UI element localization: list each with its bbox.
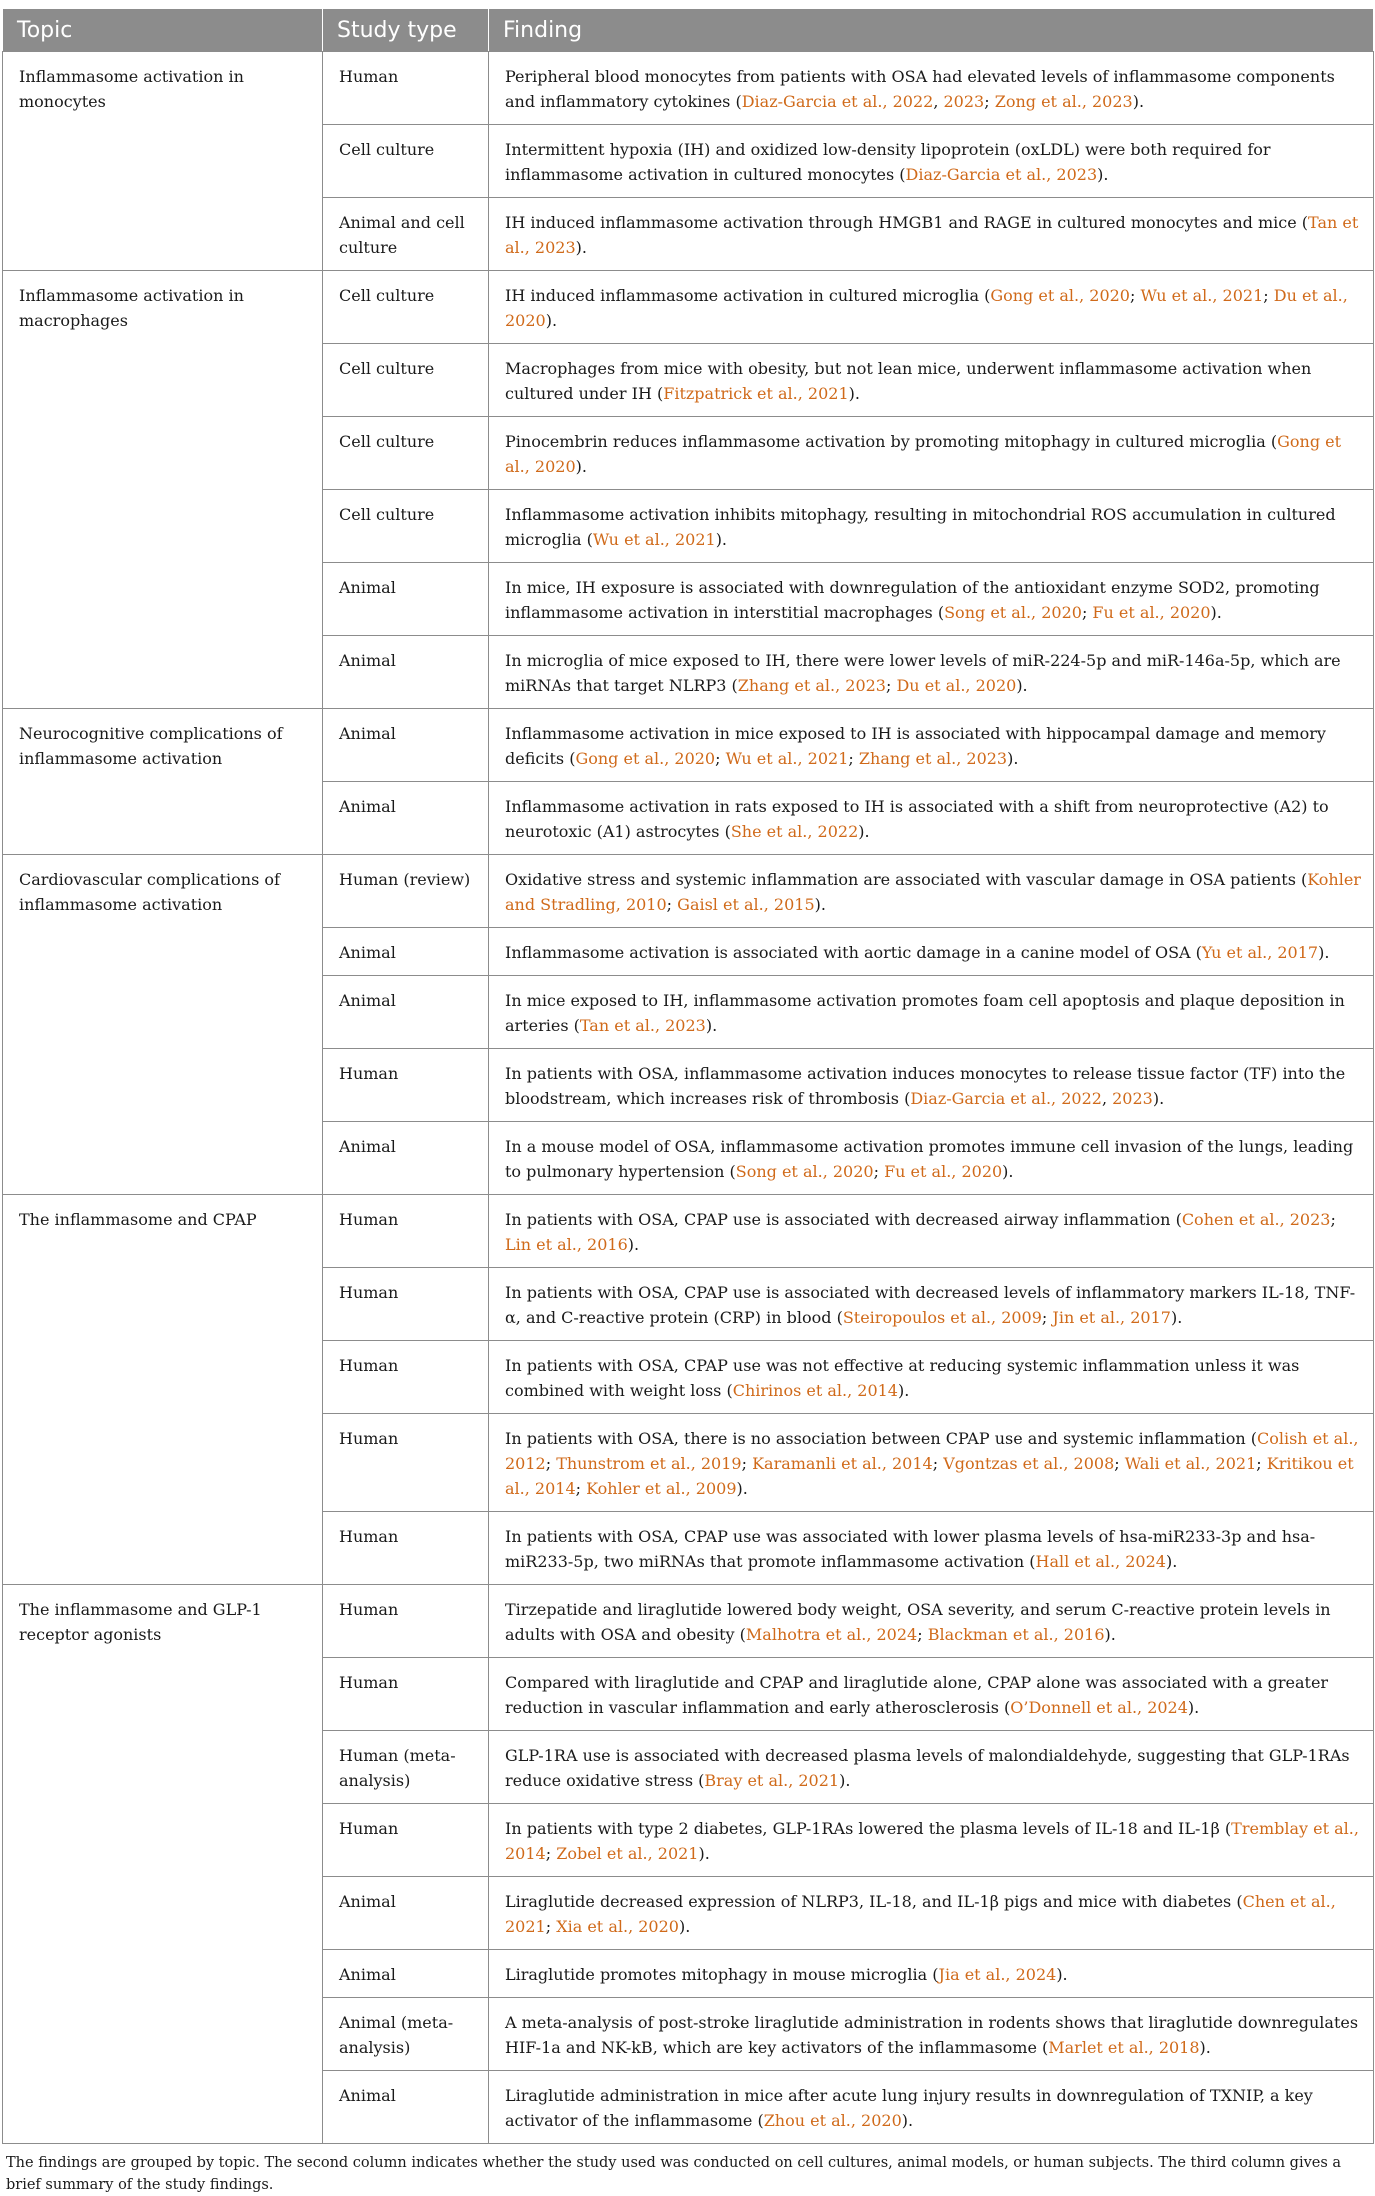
study-type-cell: Human (323, 1804, 489, 1877)
citation-link[interactable]: Jia et al., 2024 (938, 1965, 1057, 1984)
finding-text: In a mouse model of OSA, inflammasome activation promotes immune cell invasion of the lungs, leading to pulmonary hypertension ( (505, 1137, 1354, 1181)
finding-text: In patients with OSA, CPAP use was not effective at reducing systemic inflammation unless it was combined with weight loss ( (505, 1356, 1300, 1400)
finding-cell (489, 125, 1374, 198)
finding-text: ; (741, 1454, 753, 1473)
finding-text: ; (1256, 1454, 1267, 1473)
study-type-cell: Human (323, 1658, 489, 1731)
finding-text: ). (575, 457, 587, 476)
finding-text: IH induced inflammasome activation in cultured microglia ( (505, 286, 991, 305)
finding-cell (489, 417, 1374, 490)
citation-link[interactable]: Zhang et al., 2023 (858, 749, 1008, 768)
study-type-cell: Animal (323, 1122, 489, 1195)
table-row (3, 271, 1374, 344)
finding-text: ). (545, 311, 558, 330)
finding-cell (489, 636, 1374, 709)
finding-text: ; (1114, 1454, 1125, 1473)
finding-text: ; (1129, 286, 1141, 305)
finding-cell (489, 1585, 1374, 1658)
study-type-cell: Animal (323, 782, 489, 855)
finding-text: ). (1210, 603, 1222, 622)
finding-text: ). (1056, 1965, 1068, 1984)
citation-link[interactable]: Tan et al., 2023 (579, 1016, 706, 1035)
citation-link[interactable]: Zobel et al., 2021 (556, 1844, 699, 1863)
finding-text: ; (1041, 1308, 1053, 1327)
finding-text: In patients with type 2 diabetes, GLP-1RAs lowered the plasma levels of IL-18 and IL-1β ( (505, 1819, 1232, 1838)
finding-cell (489, 490, 1374, 563)
finding-text: ; (545, 1844, 557, 1863)
topic-cell: The inflammasome and CPAP (3, 1195, 323, 1585)
citation-link[interactable]: O’Donnell et al., 2024 (1010, 1698, 1188, 1717)
study-type-cell: Animal (323, 1877, 489, 1950)
citation-link[interactable]: Blackman et al., 2016 (927, 1625, 1105, 1644)
finding-text: ; (1263, 286, 1274, 305)
finding-text: Liraglutide administration in mice after acute lung injury results in downregulation of TXNIP, a key activator of the inflammasome ( (505, 2086, 1313, 2130)
citation-link[interactable]: Du et al., 2020 (505, 286, 1348, 330)
finding-text: ; (984, 92, 995, 111)
finding-text: In microglia of mice exposed to IH, there were lower levels of miR-224-5p and miR-146a-5p, which are miRNAs that target NLRP3 ( (505, 651, 1341, 695)
finding-text: A meta-analysis of post-stroke liraglutide administration in rodents shows that liraglutide downregulates HIF-1a and NK-kB, which are key activators of the inflammasome ( (505, 2013, 1359, 2057)
table-row (3, 1195, 1374, 1268)
finding-text: ). (705, 1016, 718, 1035)
table-row (3, 855, 1374, 928)
topic-cell: Inflammasome activation in macrophages (3, 271, 323, 709)
citation-link[interactable]: Fitzpatrick et al., 2021 (663, 384, 849, 403)
study-type-cell: Animal (323, 709, 489, 782)
citation-link[interactable]: Tan et al., 2023 (505, 213, 1359, 257)
citation-link[interactable]: Xia et al., 2020 (556, 1917, 679, 1936)
citation-link[interactable]: Gong et al., 2020 (575, 749, 716, 768)
citation-link[interactable]: Malhotra et al., 2024 (745, 1625, 918, 1644)
finding-cell (489, 198, 1374, 271)
finding-cell (489, 52, 1374, 125)
finding-cell (489, 976, 1374, 1049)
finding-cell (489, 2071, 1374, 2144)
findings-table (2, 8, 1374, 2144)
finding-text: In patients with OSA, CPAP use is associated with decreased airway inflammation ( (505, 1210, 1182, 1229)
study-type-cell: Human (323, 1268, 489, 1341)
finding-text: ; (715, 749, 726, 768)
finding-text: ). (1104, 1625, 1116, 1644)
document (0, 8, 1375, 2196)
citation-link[interactable]: Bray et al., 2021 (704, 1771, 840, 1790)
finding-text: Macrophages from mice with obesity, but not lean mice, underwent inflammasome activation when cultured under IH ( (505, 359, 1312, 403)
citation-link[interactable]: Thunstrom et al., 2019 (556, 1454, 742, 1473)
finding-text: ; (666, 895, 678, 914)
finding-text: In patients with OSA, there is no association between CPAP use and systemic inflammation ( (505, 1429, 1257, 1448)
finding-text: ). (1132, 92, 1145, 111)
citation-link[interactable]: Du et al., 2020 (896, 676, 1017, 695)
finding-text: IH induced inflammasome activation through HMGB1 and RAGE in cultured monocytes and mice ( (505, 213, 1309, 232)
finding-cell (489, 1341, 1374, 1414)
citation-link[interactable]: Wu et al., 2021 (1140, 286, 1264, 305)
finding-text: ). (1165, 1552, 1178, 1571)
citation-link[interactable]: Kohler and Stradling, 2010 (505, 870, 1361, 914)
finding-text: Pinocembrin reduces inflammasome activation by promoting mitophagy in cultured microglia ( (505, 432, 1278, 451)
citation-link[interactable]: 2023 (943, 92, 985, 111)
finding-text: ). (897, 1381, 910, 1400)
citation-link[interactable]: Song et al., 2020 (944, 603, 1082, 622)
finding-cell (489, 928, 1374, 976)
finding-cell (489, 709, 1374, 782)
topic-cell: Cardiovascular complications of inflammasome activation (3, 855, 323, 1195)
citation-link[interactable]: 2023 (1112, 1089, 1153, 1108)
study-type-cell: Cell culture (323, 417, 489, 490)
finding-text: In mice, IH exposure is associated with downregulation of the antioxidant enzyme SOD2, promoting inflammasome activation in interstitial macrophages ( (505, 578, 1320, 622)
finding-text: Peripheral blood monocytes from patients with OSA had elevated levels of inflammasome components and inflammatory cytokines ( (505, 67, 1335, 111)
study-type-cell: Animal (323, 636, 489, 709)
finding-cell (489, 1877, 1374, 1950)
header-finding: Finding (489, 9, 1374, 52)
study-type-cell: Human (323, 52, 489, 125)
citation-link[interactable]: Wu et al., 2021 (725, 749, 849, 768)
study-type-cell: Human (323, 1414, 489, 1512)
finding-text: ; (932, 1454, 944, 1473)
study-type-cell: Animal and cell culture (323, 198, 489, 271)
finding-text: ; (917, 1625, 928, 1644)
finding-cell (489, 1512, 1374, 1585)
finding-text: ). (1007, 749, 1019, 768)
citation-link[interactable]: Cohen et al., 2023 (1181, 1210, 1331, 1229)
finding-cell (489, 1804, 1374, 1877)
finding-cell (489, 271, 1374, 344)
finding-text: Liraglutide promotes mitophagy in mouse microglia ( (505, 1965, 939, 1984)
citation-link[interactable]: Wu et al., 2021 (592, 530, 716, 549)
topic-cell: Inflammasome activation in monocytes (3, 52, 323, 271)
finding-text: ). (736, 1479, 748, 1498)
finding-text: Compared with liraglutide and CPAP and liraglutide alone, CPAP alone was associated with a greater reduction in vascular inflammation and early atherosclerosis ( (505, 1673, 1329, 1717)
header-study-type: Study type (323, 9, 489, 52)
finding-text: Tirzepatide and liraglutide lowered body weight, OSA severity, and serum C-reactive protein levels in adults with OSA and obesity ( (505, 1600, 1331, 1644)
citation-link[interactable]: Gaisl et al., 2015 (677, 895, 815, 914)
citation-link[interactable]: Colish et al., 2012 (505, 1429, 1359, 1473)
finding-text: ). (698, 1844, 710, 1863)
citation-link[interactable]: Gong et al., 2020 (505, 432, 1342, 476)
citation-link[interactable]: Yu et al., 2017 (1201, 943, 1319, 962)
finding-text: Intermittent hypoxia (IH) and oxidized low-density lipoprotein (oxLDL) were both required for inflammasome activation in cultured monocytes ( (505, 140, 1271, 184)
citation-link[interactable]: Fu et al., 2020 (884, 1162, 1003, 1181)
study-type-cell: Animal (meta-analysis) (323, 1998, 489, 2071)
citation-link[interactable]: Zhou et al., 2020 (763, 2111, 902, 2130)
finding-text: ). (901, 2111, 914, 2130)
citation-link[interactable]: Kritikou et al., 2014 (505, 1454, 1354, 1498)
header-topic: Topic (3, 9, 323, 52)
citation-link[interactable]: Chen et al., 2021 (505, 1892, 1336, 1936)
finding-text: ). (1187, 1698, 1200, 1717)
finding-text: Inflammasome activation inhibits mitophagy, resulting in mitochondrial ROS accumulation in cultured microglia ( (505, 505, 1336, 549)
study-type-cell: Cell culture (323, 125, 489, 198)
finding-text: ). (627, 1235, 640, 1254)
study-type-cell: Animal (323, 1950, 489, 1998)
finding-cell (489, 1658, 1374, 1731)
citation-link[interactable]: Diaz-Garcia et al., 2022 (741, 92, 934, 111)
finding-text: ). (839, 1771, 851, 1790)
finding-text: In patients with OSA, inflammasome activation induces monocytes to release tissue factor (TF) into the bloodstream, which increases risk of thrombosis ( (505, 1064, 1346, 1108)
finding-text: In mice exposed to IH, inflammasome activation promotes foam cell apoptosis and plaque deposition in arteries ( (505, 991, 1345, 1035)
finding-cell (489, 563, 1374, 636)
citation-link[interactable]: Kohler et al., 2009 (586, 1479, 737, 1498)
study-type-cell: Human (review) (323, 855, 489, 928)
finding-cell (489, 1122, 1374, 1195)
finding-text: ). (858, 822, 870, 841)
finding-text: ). (715, 530, 728, 549)
table-row (3, 709, 1374, 782)
citation-link[interactable]: Gong et al., 2020 (990, 286, 1130, 305)
finding-cell (489, 855, 1374, 928)
citation-link[interactable]: Chirinos et al., 2014 (732, 1381, 898, 1400)
table-row (3, 52, 1374, 125)
finding-text: ). (1152, 1089, 1165, 1108)
citation-link[interactable]: Zhang et al., 2023 (737, 676, 886, 695)
finding-text: Liraglutide decreased expression of NLRP3, IL-18, and IL-1β pigs and mice with diabetes ( (505, 1892, 1243, 1911)
citation-link[interactable]: Tremblay et al., 2014 (505, 1819, 1359, 1863)
citation-link[interactable]: Fu et al., 2020 (1092, 603, 1211, 622)
citation-link[interactable]: Karamanli et al., 2014 (752, 1454, 933, 1473)
finding-text: Inflammasome activation is associated with aortic damage in a canine model of OSA ( (505, 943, 1202, 962)
finding-text: ). (1170, 1308, 1183, 1327)
finding-cell (489, 1731, 1374, 1804)
study-type-cell: Human (323, 1341, 489, 1414)
study-type-cell: Human (323, 1512, 489, 1585)
citation-link[interactable]: Wali et al., 2021 (1124, 1454, 1257, 1473)
finding-cell (489, 1414, 1374, 1512)
finding-text: ; (873, 1162, 885, 1181)
topic-cell: The inflammasome and GLP-1 receptor agonists (3, 1585, 323, 2144)
finding-cell (489, 1195, 1374, 1268)
finding-text: ). (575, 238, 587, 257)
finding-text: ; (575, 1479, 587, 1498)
study-type-cell: Animal (323, 2071, 489, 2144)
finding-cell (489, 1268, 1374, 1341)
finding-text: Inflammasome activation in mice exposed to IH is associated with hippocampal damage and memory deficits ( (505, 724, 1326, 768)
study-type-cell: Human (323, 1195, 489, 1268)
citation-link[interactable]: Hall et al., 2024 (1035, 1552, 1166, 1571)
finding-text: In patients with OSA, CPAP use is associated with decreased levels of inflammatory markers IL-18, TNF-α, and C-reactive protein (CRP) in blood ( (505, 1283, 1356, 1327)
finding-cell (489, 782, 1374, 855)
citation-link[interactable]: Vgontzas et al., 2008 (943, 1454, 1115, 1473)
table-row (3, 1585, 1374, 1658)
citation-link[interactable]: Marlet et al., 2018 (1048, 2038, 1200, 2057)
study-type-cell: Cell culture (323, 344, 489, 417)
finding-text: ; (545, 1454, 557, 1473)
finding-text: ). (814, 895, 826, 914)
study-type-cell: Cell culture (323, 271, 489, 344)
citation-link[interactable]: Diaz-Garcia et al., 2023 (905, 165, 1098, 184)
study-type-cell: Animal (323, 563, 489, 636)
citation-link[interactable]: Diaz-Garcia et al., 2022 (910, 1089, 1102, 1108)
citation-link[interactable]: She et al., 2022 (730, 822, 859, 841)
finding-cell (489, 1049, 1374, 1122)
study-type-cell: Animal (323, 928, 489, 976)
finding-text: ). (848, 384, 860, 403)
study-type-cell: Human (323, 1585, 489, 1658)
table-footnote: The findings are grouped by topic. The second column indicates whether the study used was conducted on cell cultures, animal models, or human subjects. The third column gives a brief summary of the study findings. (6, 2155, 1342, 2193)
finding-text: , (933, 92, 944, 111)
table-header (3, 9, 1374, 52)
finding-cell (489, 344, 1374, 417)
study-type-cell: Cell culture (323, 490, 489, 563)
citation-link[interactable]: Jin et al., 2017 (1052, 1308, 1171, 1327)
finding-text: Oxidative stress and systemic inflammation are associated with vascular damage in OSA patients ( (505, 870, 1308, 889)
finding-cell (489, 1950, 1374, 1998)
finding-text: ). (1199, 2038, 1211, 2057)
finding-text: ; (1330, 1210, 1336, 1229)
finding-text: ; (545, 1917, 557, 1936)
finding-text: Inflammasome activation in rats exposed to IH is associated with a shift from neuroprotective (A2) to neurotoxic (A1) astrocytes ( (505, 797, 1329, 841)
study-type-cell: Human (meta-analysis) (323, 1731, 489, 1804)
finding-text: ). (1097, 165, 1109, 184)
finding-text: ). (1016, 676, 1028, 695)
finding-text: ; (1081, 603, 1093, 622)
topic-cell: Neurocognitive complications of inflammasome activation (3, 709, 323, 855)
finding-text: ). (1002, 1162, 1014, 1181)
finding-text: ). (1318, 943, 1330, 962)
table-body (3, 52, 1374, 2144)
citation-link[interactable]: Lin et al., 2016 (505, 1235, 628, 1254)
finding-text: ; (848, 749, 859, 768)
citation-link[interactable]: Zong et al., 2023 (994, 92, 1133, 111)
finding-text: In patients with OSA, CPAP use was associated with lower plasma levels of hsa-miR233-3p and hsa-miR233-5p, two miRNAs that promote inflammasome activation ( (505, 1527, 1316, 1571)
study-type-cell: Animal (323, 976, 489, 1049)
finding-text: ; (885, 676, 897, 695)
finding-text: , (1101, 1089, 1113, 1108)
study-type-cell: Human (323, 1049, 489, 1122)
citation-link[interactable]: Steiropoulos et al., 2009 (842, 1308, 1042, 1327)
finding-cell (489, 1998, 1374, 2071)
header-row (3, 9, 1374, 52)
finding-text: ). (678, 1917, 691, 1936)
citation-link[interactable]: Song et al., 2020 (735, 1162, 874, 1181)
finding-text: GLP-1RA use is associated with decreased plasma levels of malondialdehyde, suggesting that GLP-1RAs reduce oxidative stress ( (505, 1746, 1350, 1790)
